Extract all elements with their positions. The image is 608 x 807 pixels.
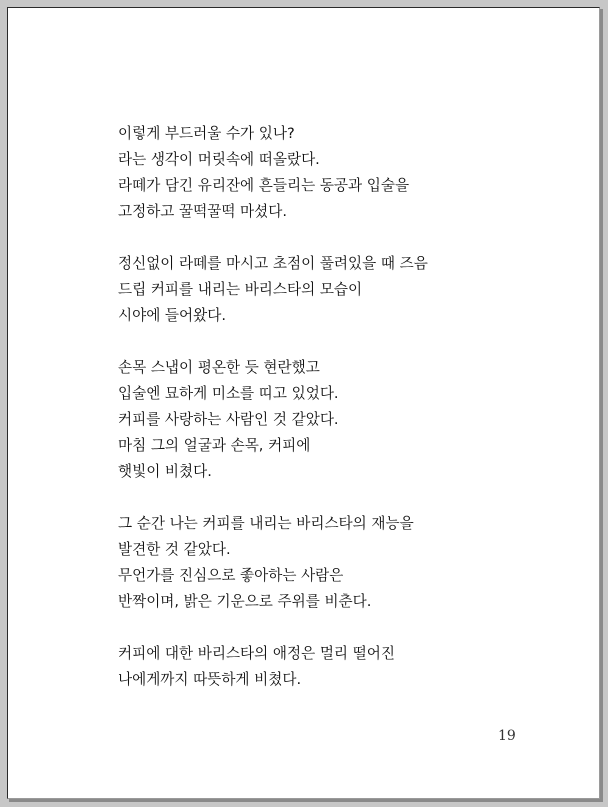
text-line: 입술엔 묘하게 미소를 띠고 있었다. bbox=[118, 385, 339, 402]
paragraph bbox=[118, 355, 578, 485]
paragraph bbox=[118, 511, 578, 615]
page-shadow-right bbox=[600, 9, 603, 802]
text-line: 커피를 사랑하는 사람인 것 같았다. bbox=[118, 411, 339, 428]
text-line: 고정하고 꿀떡꿀떡 마셨다. bbox=[118, 203, 287, 220]
paragraph bbox=[118, 251, 578, 329]
text-line: 정신없이 라떼를 마시고 초점이 풀려있을 때 즈음 bbox=[118, 255, 428, 272]
text-line: 커피에 대한 바리스타의 애정은 멀리 떨어진 bbox=[118, 645, 395, 662]
page-number: 19 bbox=[498, 728, 516, 744]
paragraph bbox=[118, 121, 578, 225]
text-line: 발견한 것 같았다. bbox=[118, 541, 231, 558]
text-line: 라는 생각이 머릿속에 떠올랐다. bbox=[118, 151, 320, 168]
text-line: 시야에 들어왔다. bbox=[118, 307, 226, 324]
text-line: 그 순간 나는 커피를 내리는 바리스타의 재능을 bbox=[118, 515, 414, 532]
body-text bbox=[118, 121, 578, 719]
text-line: 무언가를 진심으로 좋아하는 사람은 bbox=[118, 567, 344, 584]
text-line: 마침 그의 얼굴과 손목, 커피에 bbox=[118, 437, 311, 454]
document-page bbox=[7, 7, 600, 799]
text-line: 반짝이며, 밝은 기운으로 주위를 비춘다. bbox=[118, 593, 372, 610]
text-line: 라떼가 담긴 유리잔에 흔들리는 동공과 입술을 bbox=[118, 177, 410, 194]
text-line: 나에게까지 따뜻하게 비쳤다. bbox=[118, 671, 302, 688]
text-line: 이렇게 부드러울 수가 있나? bbox=[118, 125, 295, 142]
page-shadow-bottom bbox=[9, 799, 602, 802]
paragraph bbox=[118, 641, 578, 693]
text-line: 햇빛이 비쳤다. bbox=[118, 463, 212, 480]
text-line: 드립 커피를 내리는 바리스타의 모습이 bbox=[118, 281, 363, 298]
text-line: 손목 스냅이 평온한 듯 현란했고 bbox=[118, 359, 320, 376]
